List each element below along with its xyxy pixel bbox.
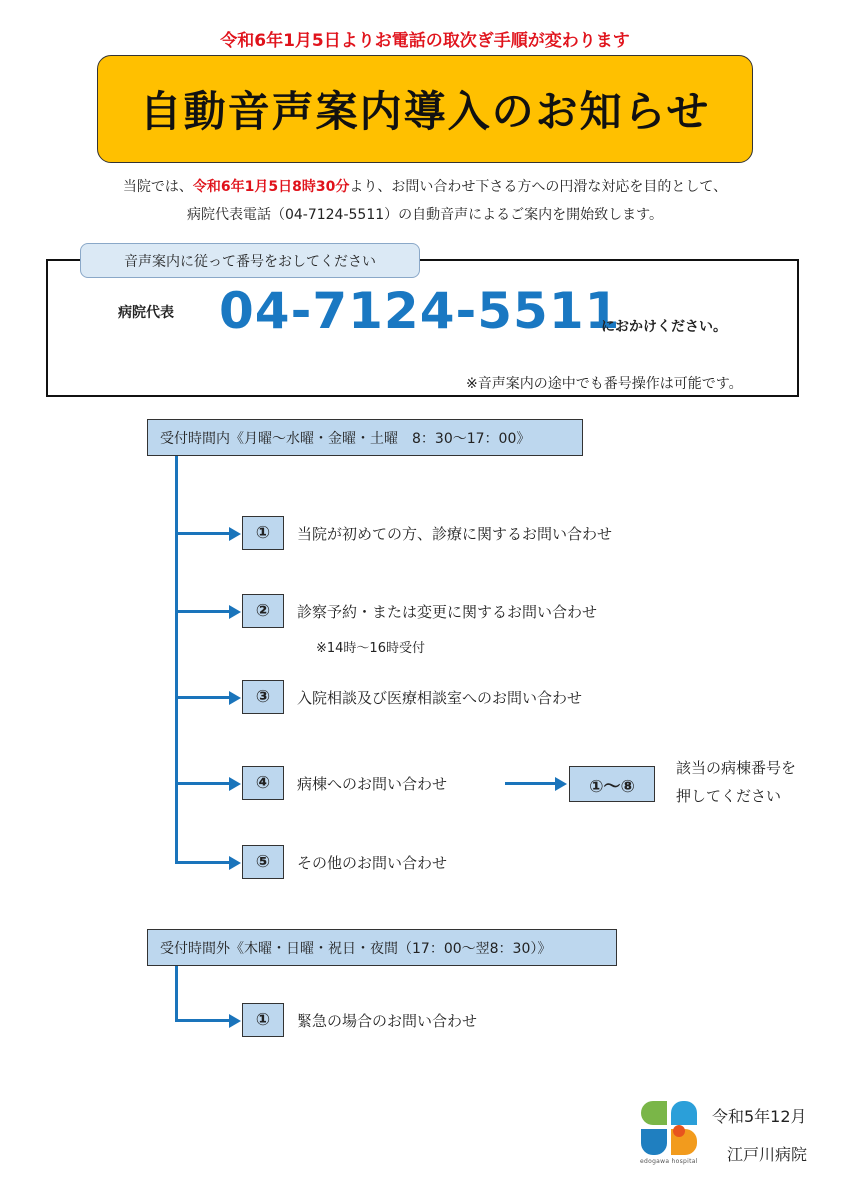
arrow-icon [229, 856, 241, 870]
phone-note: ※音声案内の途中でも番号操作は可能です。 [466, 376, 743, 392]
option-3-number: ③ [242, 680, 284, 714]
arrow-icon [229, 605, 241, 619]
option-4-number: ④ [242, 766, 284, 800]
option-5-label: その他のお問い合わせ [297, 854, 448, 872]
option-2-label: 診察予約・または変更に関するお問い合わせ [297, 603, 598, 621]
logo-caption: edogawa hospital [640, 1158, 698, 1165]
ward-note-line-1: 該当の病棟番号を [676, 759, 797, 777]
intro-start-date: 令和6年1月5日8時30分 [192, 179, 350, 195]
rep-phone-suffix: におかけください。 [601, 319, 727, 335]
option-2-number: ② [242, 594, 284, 628]
branch-line [175, 782, 231, 785]
intro-suffix: より、お問い合わせ下さる方への円滑な対応を目的として、 [349, 179, 728, 195]
intro-line-1 [0, 176, 850, 196]
out-hours-header: 受付時間外《木曜・日曜・祝日・夜間（17：00～翌8：30）》 [147, 929, 617, 966]
option-1-number: ① [242, 516, 284, 550]
branch-line [175, 696, 231, 699]
rep-phone-label: 病院代表 [118, 305, 174, 321]
option-4-label: 病棟へのお問い合わせ [297, 775, 448, 793]
in-hours-trunk-line [175, 456, 178, 864]
branch-line [175, 610, 231, 613]
intro-prefix: 当院では、 [122, 179, 193, 195]
hospital-name: 江戸川病院 [727, 1145, 808, 1164]
branch-line [175, 861, 231, 864]
ward-note-line-2: 押してください [676, 787, 782, 805]
ward-arrow-line [505, 782, 557, 785]
arrow-icon [229, 1014, 241, 1028]
out-option-1-label: 緊急の場合のお問い合わせ [297, 1012, 478, 1030]
in-hours-header: 受付時間内《月曜～水曜・金曜・土曜 8：30～17：00》 [147, 419, 583, 456]
ward-number-range: ①～⑧ [569, 766, 655, 802]
title-banner [97, 55, 753, 163]
hospital-logo-icon [641, 1101, 697, 1155]
intro-line-2: 病院代表電話（04-7124-5511）の自動音声によるご案内を開始致します。 [186, 207, 664, 223]
option-1-label: 当院が初めての方、診療に関するお問い合わせ [297, 525, 613, 543]
option-3-label: 入院相談及び医療相談室へのお問い合わせ [297, 689, 583, 707]
arrow-icon [555, 777, 567, 791]
branch-line [175, 532, 231, 535]
branch-line [175, 1019, 231, 1022]
rep-phone-number[interactable]: 04-7124-5511 [219, 282, 621, 340]
option-5-number: ⑤ [242, 845, 284, 879]
phone-box-tab: 音声案内に従って番号をおしてください [80, 243, 420, 278]
issue-date: 令和5年12月 [712, 1107, 807, 1126]
arrow-icon [229, 527, 241, 541]
arrow-icon [229, 777, 241, 791]
out-option-1-number: ① [242, 1003, 284, 1037]
arrow-icon [229, 691, 241, 705]
change-notice: 令和6年1月5日よりお電話の取次ぎ手順が変わります [220, 31, 630, 51]
out-hours-trunk-line [175, 966, 178, 1022]
page-title: 自動音声案内導入のお知らせ [139, 87, 711, 136]
option-2-hours-note: ※14時～16時受付 [316, 641, 425, 656]
